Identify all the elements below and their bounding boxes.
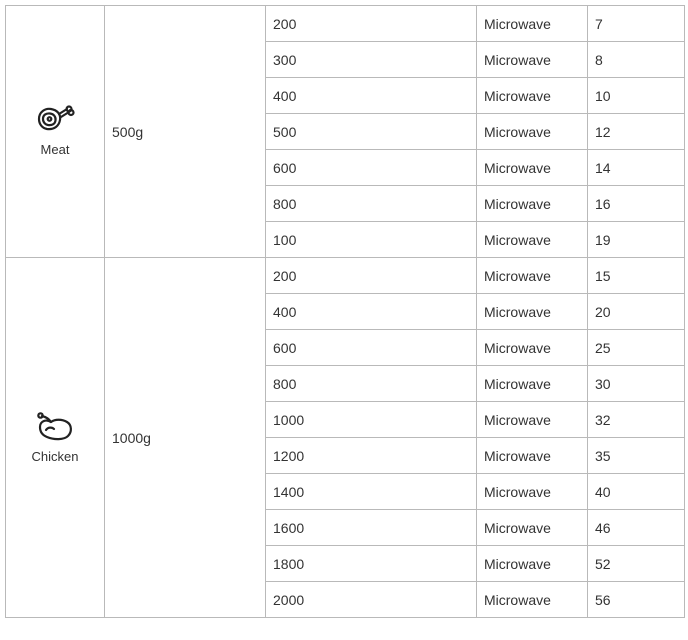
mode-cell: Microwave bbox=[477, 258, 588, 294]
category-cell bbox=[6, 258, 105, 618]
power-cell: 1200 bbox=[266, 438, 477, 474]
time-cell: 30 bbox=[588, 366, 685, 402]
mode-cell: Microwave bbox=[477, 546, 588, 582]
time-cell: 19 bbox=[588, 222, 685, 258]
power-cell: 600 bbox=[266, 150, 477, 186]
meat-icon bbox=[6, 105, 104, 138]
mode-cell: Microwave bbox=[477, 438, 588, 474]
mode-cell: Microwave bbox=[477, 6, 588, 42]
mode-cell: Microwave bbox=[477, 330, 588, 366]
power-cell: 1000 bbox=[266, 402, 477, 438]
category-cell bbox=[6, 6, 105, 258]
time-cell: 12 bbox=[588, 114, 685, 150]
power-cell: 400 bbox=[266, 294, 477, 330]
mode-cell: Microwave bbox=[477, 186, 588, 222]
power-cell: 800 bbox=[266, 366, 477, 402]
power-cell: 1400 bbox=[266, 474, 477, 510]
time-cell: 25 bbox=[588, 330, 685, 366]
time-cell: 40 bbox=[588, 474, 685, 510]
time-cell: 52 bbox=[588, 546, 685, 582]
time-cell: 15 bbox=[588, 258, 685, 294]
mode-cell: Microwave bbox=[477, 510, 588, 546]
time-cell: 7 bbox=[588, 6, 685, 42]
category-label: Meat bbox=[40, 142, 70, 157]
mode-cell: Microwave bbox=[477, 150, 588, 186]
weight-cell: 1000g bbox=[105, 258, 266, 618]
table-row bbox=[6, 258, 685, 294]
power-cell: 400 bbox=[266, 78, 477, 114]
category-label: Chicken bbox=[31, 449, 79, 464]
power-cell: 300 bbox=[266, 42, 477, 78]
power-cell: 1800 bbox=[266, 546, 477, 582]
power-cell: 2000 bbox=[266, 582, 477, 618]
time-cell: 56 bbox=[588, 582, 685, 618]
time-cell: 10 bbox=[588, 78, 685, 114]
power-cell: 100 bbox=[266, 222, 477, 258]
time-cell: 32 bbox=[588, 402, 685, 438]
time-cell: 8 bbox=[588, 42, 685, 78]
mode-cell: Microwave bbox=[477, 42, 588, 78]
time-cell: 35 bbox=[588, 438, 685, 474]
power-cell: 600 bbox=[266, 330, 477, 366]
mode-cell: Microwave bbox=[477, 366, 588, 402]
mode-cell: Microwave bbox=[477, 114, 588, 150]
table-row bbox=[6, 6, 685, 42]
weight-cell: 500g bbox=[105, 6, 266, 258]
mode-cell: Microwave bbox=[477, 402, 588, 438]
chicken-icon bbox=[6, 410, 104, 445]
time-cell: 46 bbox=[588, 510, 685, 546]
mode-cell: Microwave bbox=[477, 78, 588, 114]
power-cell: 200 bbox=[266, 6, 477, 42]
power-cell: 200 bbox=[266, 258, 477, 294]
power-cell: 500 bbox=[266, 114, 477, 150]
time-cell: 20 bbox=[588, 294, 685, 330]
time-cell: 14 bbox=[588, 150, 685, 186]
mode-cell: Microwave bbox=[477, 582, 588, 618]
cooking-table bbox=[5, 5, 685, 618]
mode-cell: Microwave bbox=[477, 222, 588, 258]
mode-cell: Microwave bbox=[477, 294, 588, 330]
time-cell: 16 bbox=[588, 186, 685, 222]
mode-cell: Microwave bbox=[477, 474, 588, 510]
power-cell: 1600 bbox=[266, 510, 477, 546]
power-cell: 800 bbox=[266, 186, 477, 222]
